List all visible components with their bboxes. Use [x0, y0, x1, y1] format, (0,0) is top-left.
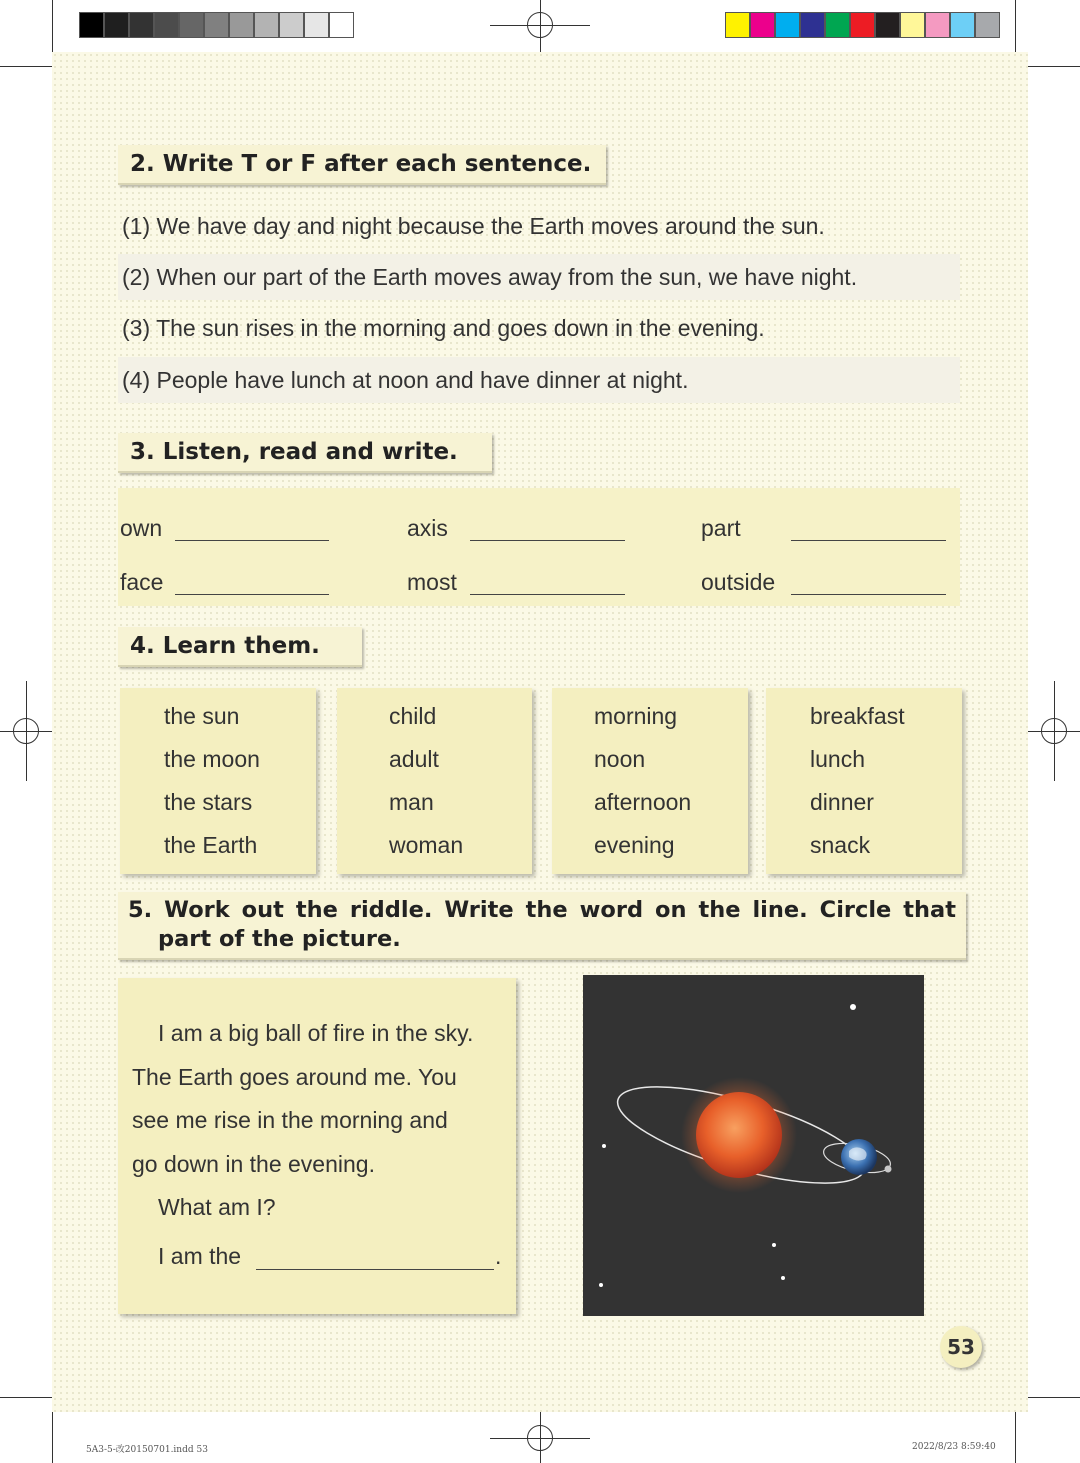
- solar-system-illustration: [583, 975, 924, 1316]
- answer-suffix: .: [495, 1243, 502, 1269]
- color-swatch: [800, 12, 825, 38]
- word-item: afternoon: [594, 789, 692, 815]
- crop-mark: [1015, 0, 1016, 52]
- answer-line[interactable]: [791, 594, 946, 595]
- answer-line[interactable]: [175, 594, 329, 595]
- riddle-box: [118, 978, 516, 1314]
- registration-circle: [13, 718, 39, 744]
- color-swatch: [875, 12, 900, 38]
- crop-mark: [1028, 1397, 1080, 1398]
- word-card-times: [552, 688, 748, 874]
- riddle-answer-line[interactable]: [256, 1269, 494, 1270]
- color-swatch: [850, 12, 875, 38]
- sentence-1: (1) We have day and night because the Earth moves around the sun.: [122, 213, 825, 239]
- color-swatch: [304, 12, 329, 38]
- grayscale-color-bar: [79, 12, 354, 38]
- word-item: child: [389, 703, 437, 729]
- answer-prefix: I am the: [158, 1243, 242, 1269]
- color-swatch: [825, 12, 850, 38]
- crop-mark: [52, 0, 53, 52]
- sentence-4: (4) People have lunch at noon and have dinner at night.: [122, 367, 689, 393]
- registration-circle: [527, 1425, 553, 1451]
- section-4-heading: 4. Learn them.: [118, 627, 362, 667]
- answer-line[interactable]: [175, 540, 329, 541]
- star: [772, 1243, 776, 1247]
- section-5-heading-line-1: 5. Work out the riddle. Write the word on the line. Circle that: [128, 897, 956, 923]
- word-card-people: [337, 688, 532, 874]
- word-outside: outside: [701, 569, 776, 595]
- word-item: dinner: [810, 789, 874, 815]
- crop-mark: [0, 1397, 52, 1398]
- section-3-heading: 3. Listen, read and write.: [118, 433, 492, 473]
- crop-mark: [1015, 1412, 1016, 1463]
- color-swatch: [900, 12, 925, 38]
- word-item: the sun: [164, 703, 240, 729]
- riddle-question: What am I?: [158, 1194, 276, 1220]
- sentence-3: (3) The sun rises in the morning and goes down in the evening.: [122, 315, 765, 341]
- page-number: 53: [947, 1335, 975, 1359]
- star: [602, 1144, 606, 1148]
- word-item: noon: [594, 746, 646, 772]
- answer-line[interactable]: [791, 540, 946, 541]
- word-item: the stars: [164, 789, 253, 815]
- color-swatch: [975, 12, 1000, 38]
- section-5-heading: [118, 892, 966, 960]
- sentence-2: (2) When our part of the Earth moves away from the sun, we have night.: [122, 264, 858, 290]
- word-item: evening: [594, 832, 675, 858]
- word-item: the Earth: [164, 832, 258, 858]
- answer-line[interactable]: [470, 594, 625, 595]
- word-axis: axis: [407, 515, 448, 541]
- word-item: snack: [810, 832, 871, 858]
- file-info: 5A3-5-改20150701.indd 53: [86, 1445, 208, 1455]
- section-5-heading-line-2: part of the picture.: [158, 926, 401, 952]
- riddle-line: I am a big ball of fire in the sky.: [158, 1020, 474, 1046]
- color-swatch: [329, 12, 354, 38]
- word-item: lunch: [810, 746, 865, 772]
- sun[interactable]: [696, 1092, 782, 1178]
- color-swatch: [79, 12, 104, 38]
- word-card-meals: [766, 688, 962, 874]
- crop-mark: [52, 1412, 53, 1463]
- star: [599, 1283, 603, 1287]
- star: [850, 1004, 856, 1010]
- riddle-line: The Earth goes around me. You: [132, 1064, 457, 1090]
- word-band: [118, 488, 960, 606]
- registration-circle: [527, 12, 553, 38]
- word-item: breakfast: [810, 703, 905, 729]
- color-swatch: [254, 12, 279, 38]
- color-swatch: [179, 12, 204, 38]
- registration-circle: [1041, 718, 1067, 744]
- color-swatch: [925, 12, 950, 38]
- word-most: most: [407, 569, 457, 595]
- answer-line[interactable]: [470, 540, 625, 541]
- word-card-space: [120, 688, 316, 874]
- crop-mark: [1028, 66, 1080, 67]
- page-number-badge: [940, 1326, 982, 1368]
- word-item: woman: [389, 832, 464, 858]
- crop-mark: [0, 66, 52, 67]
- color-swatch: [725, 12, 750, 38]
- riddle-line: go down in the evening.: [132, 1151, 375, 1177]
- print-timestamp: 2022/8/23 8:59:40: [912, 1442, 996, 1452]
- word-item: the moon: [164, 746, 260, 772]
- riddle-line: see me rise in the morning and: [132, 1107, 448, 1133]
- color-swatch: [279, 12, 304, 38]
- word-item: adult: [389, 746, 439, 772]
- word-part: part: [701, 515, 741, 541]
- word-face: face: [120, 569, 164, 595]
- moon[interactable]: [885, 1166, 892, 1173]
- star: [781, 1276, 785, 1280]
- color-swatch: [229, 12, 254, 38]
- color-swatch: [950, 12, 975, 38]
- color-swatch: [154, 12, 179, 38]
- color-registration-bar: [725, 12, 1000, 38]
- sun-earth-picture[interactable]: [583, 975, 924, 1316]
- word-item: morning: [594, 703, 678, 729]
- word-item: man: [389, 789, 434, 815]
- color-swatch: [775, 12, 800, 38]
- section-2-heading: 2. Write T or F after each sentence.: [118, 145, 606, 185]
- color-swatch: [750, 12, 775, 38]
- color-swatch: [129, 12, 154, 38]
- color-swatch: [204, 12, 229, 38]
- word-own: own: [120, 515, 163, 541]
- color-swatch: [104, 12, 129, 38]
